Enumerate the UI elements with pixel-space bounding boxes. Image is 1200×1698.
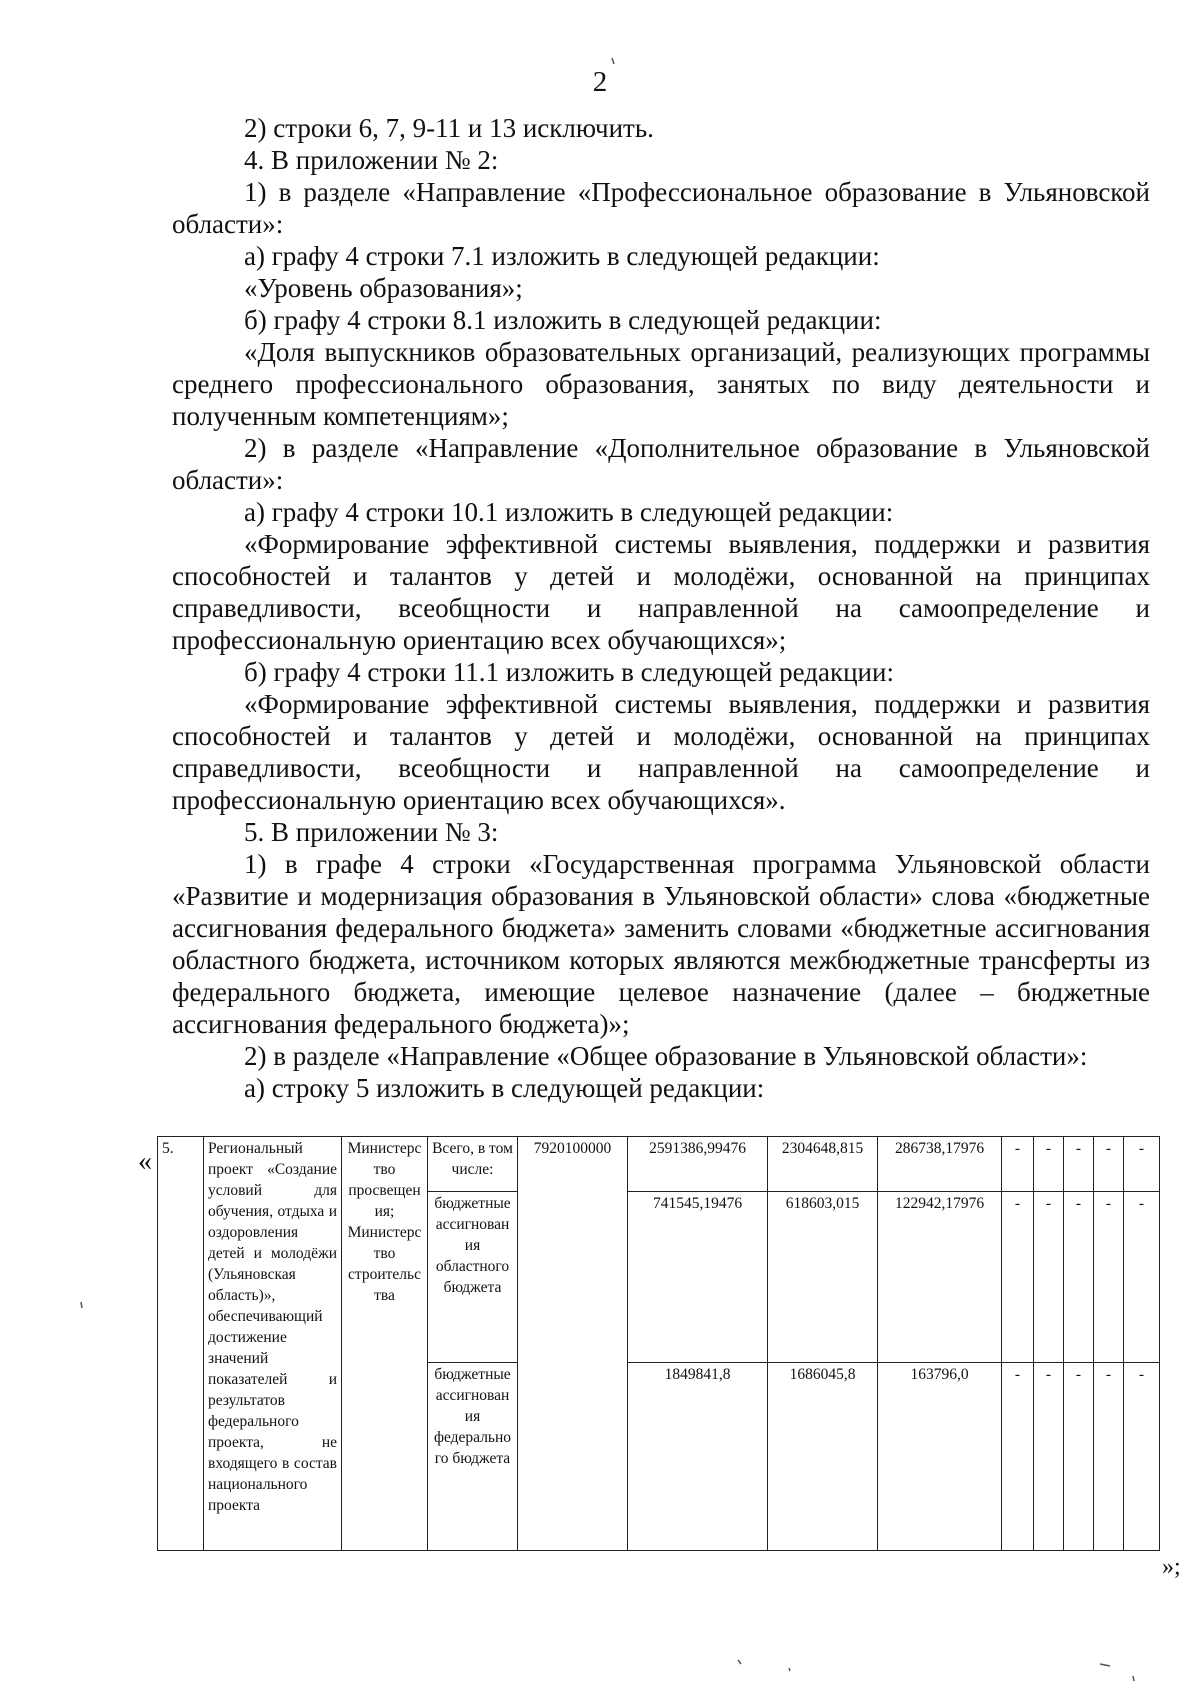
scan-speck xyxy=(789,1668,790,1671)
project-name: Региональный проект «Создание условий для обучения, отдыха и оздоровления детей и молодёжи (Ульяновская область)», обеспечивающий достижение значений показателей и результатов федерального проекта, не входящего в состав национального проекта xyxy=(204,1137,342,1551)
value-cell: 286738,17976 xyxy=(878,1137,1002,1192)
paragraph: 5. В приложении № 3: xyxy=(244,817,499,847)
scan-speck xyxy=(1133,1676,1134,1681)
source-cell: бюджетные ассигнования областного бюджета xyxy=(428,1192,518,1363)
page-number: 2 xyxy=(592,66,608,98)
paragraph: а) графу 4 строки 7.1 изложить в следующей редакции: xyxy=(244,241,880,271)
source-cell: бюджетные ассигнования федерального бюджета xyxy=(428,1363,518,1551)
scan-speck xyxy=(612,58,614,64)
paragraph: 2) строки 6, 7, 9-11 и 13 исключить. xyxy=(244,113,654,143)
paragraph: «Формирование эффективной системы выявления, поддержки и развития способностей и талантов у детей и молодёжи, основанной на принципах справедливости, всеобщности и направленной на самоопределение и профессиональную ориентацию всех обучающихся»; xyxy=(172,529,1150,655)
dash-cell: - xyxy=(1094,1137,1124,1192)
table-row xyxy=(158,1137,1160,1192)
dash-cell: - xyxy=(1094,1192,1124,1363)
dash-cell: - xyxy=(1002,1363,1034,1551)
paragraph: а) строку 5 изложить в следующей редакции: xyxy=(244,1073,765,1103)
paragraph: 1) в разделе «Направление «Профессиональное образование в Ульяновской области»: xyxy=(172,177,1150,239)
closing-quote: »; xyxy=(1162,1554,1181,1580)
value-cell: 618603,015 xyxy=(768,1192,878,1363)
value-cell: 1686045,8 xyxy=(768,1363,878,1551)
paragraph: 2) в разделе «Направление «Общее образование в Ульяновской области»: xyxy=(244,1041,1088,1071)
scan-speck xyxy=(738,1660,741,1664)
paragraph: а) графу 4 строки 10.1 изложить в следующей редакции: xyxy=(244,497,894,527)
paragraph: б) графу 4 строки 11.1 изложить в следующей редакции: xyxy=(244,657,894,687)
dash-cell: - xyxy=(1002,1137,1034,1192)
budget-code: 7920100000 xyxy=(518,1137,628,1551)
paragraph: б) графу 4 строки 8.1 изложить в следующей редакции: xyxy=(244,305,882,335)
paragraph: «Доля выпускников образовательных организаций, реализующих программы среднего профессионального образования, занятых по виду деятельности и полученным компетенциям»; xyxy=(172,337,1150,431)
paragraph: 1) в графе 4 строки «Государственная программа Ульяновской области «Развитие и модернизация образования в Ульяновской области» слова «бюджетные ассигнования федерального бюджета» заменить словами «бюджетные ассигнования областного бюджета, источником которых являются межбюджетные трансферты из федерального бюджета, имеющие целевое назначение (далее – бюджетные ассигнования федерального бюджета)»; xyxy=(172,849,1150,1039)
scan-speck xyxy=(1100,1664,1110,1666)
dash-cell: - xyxy=(1034,1137,1064,1192)
total-cell: 1849841,8 xyxy=(628,1363,768,1551)
source-cell: Всего, в том числе: xyxy=(428,1137,518,1192)
value-cell: 122942,17976 xyxy=(878,1192,1002,1363)
value-cell: 2304648,815 xyxy=(768,1137,878,1192)
dash-cell: - xyxy=(1064,1192,1094,1363)
document-body xyxy=(172,112,1150,1104)
executor: Министерство просвещения; Министерство строительства xyxy=(342,1137,428,1551)
paragraph: 4. В приложении № 2: xyxy=(244,145,499,175)
dash-cell: - xyxy=(1124,1137,1160,1192)
dash-cell: - xyxy=(1064,1137,1094,1192)
paragraph: «Формирование эффективной системы выявления, поддержки и развития способностей и талантов у детей и молодёжи, основанной на принципах справедливости, всеобщности и направленной на самоопределение и профессиональную ориентацию всех обучающихся». xyxy=(172,689,1150,815)
dash-cell: - xyxy=(1002,1192,1034,1363)
paragraph: 2) в разделе «Направление «Дополнительное образование в Ульяновской области»: xyxy=(172,433,1150,495)
dash-cell: - xyxy=(1034,1363,1064,1551)
dash-cell: - xyxy=(1094,1363,1124,1551)
paragraph: «Уровень образования»; xyxy=(244,273,523,303)
dash-cell: - xyxy=(1124,1363,1160,1551)
dash-cell: - xyxy=(1064,1363,1094,1551)
row-number: 5. xyxy=(158,1137,204,1551)
value-cell: 163796,0 xyxy=(878,1363,1002,1551)
total-cell: 2591386,99476 xyxy=(628,1137,768,1192)
opening-quote: « xyxy=(138,1146,152,1177)
dash-cell: - xyxy=(1034,1192,1064,1363)
budget-table xyxy=(157,1136,1160,1551)
scan-speck xyxy=(81,1302,82,1308)
total-cell: 741545,19476 xyxy=(628,1192,768,1363)
dash-cell: - xyxy=(1124,1192,1160,1363)
